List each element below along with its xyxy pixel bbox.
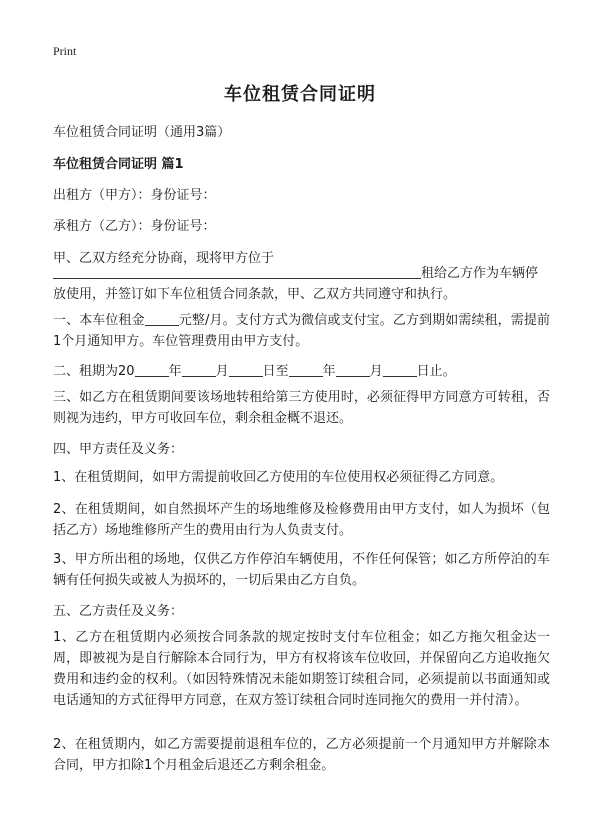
clause-1	[53, 310, 550, 352]
intro-line: 甲、乙双方经充分协商，现将甲方位于	[53, 251, 275, 266]
clause-1-rest: 元整/月。支付方式为微信或支付宝。乙方到期如需续租，需提前1个月通知甲方。车位管理费用由甲方支付。	[53, 313, 550, 349]
end-day-blank	[383, 362, 417, 377]
start-day-blank	[229, 362, 263, 377]
end-day-label: 日止。	[416, 364, 456, 379]
lessor-line: 出租方（甲方）：身份证号：	[53, 188, 216, 203]
intro-continuation: 放使用，并签订如下车位租赁合同条款，甲、乙双方共同遵守和执行。	[53, 287, 457, 302]
end-year-blank	[289, 362, 323, 377]
day-to-label: 日至	[262, 364, 289, 379]
month-label: 月	[215, 364, 229, 379]
clause-5-heading: 五、乙方责任及义务：	[53, 604, 184, 619]
end-month-label: 月	[369, 364, 383, 379]
intro-blank-line	[53, 262, 548, 281]
end-year-label: 年	[322, 364, 336, 379]
document-subtitle: 车位租赁合同证明（通用3篇）	[53, 125, 231, 140]
clause-4-item: 2、在租赁期间，如自然损坏产生的场地维修及检修费用由甲方支付，如人为损坏（包括乙方）场地维修所产生的费用由行为人负责支付。	[53, 502, 550, 538]
clause-5-item: 2、在租赁期内，如乙方需要提前退租车位的，乙方必须提前一个月通知甲方并解除本合同，甲方扣除1个月租金后退还乙方剩余租金。	[53, 737, 550, 773]
clause-4-item: 1、在租赁期间，如甲方需提前收回乙方使用的车位使用权必须征得乙方同意。	[53, 470, 504, 485]
end-month-blank	[336, 362, 370, 377]
clause-3: 三、如乙方在租赁期间要该场地转租给第三方使用时，必须征得甲方同意方可转租，否则视为违约，甲方可收回车位，剩余租金概不退还。	[53, 390, 550, 426]
print-link[interactable]: Print	[53, 44, 77, 58]
section-heading: 车位租赁合同证明 篇1	[53, 157, 184, 172]
clause-2	[53, 360, 548, 379]
clause-4-heading: 四、甲方责任及义务：	[53, 442, 184, 457]
intro-after-blank: 租给乙方作为车辆停	[421, 266, 539, 281]
clause-1-start: 一、本车位租金	[53, 313, 145, 328]
lessee-line: 承租方（乙方）：身份证号：	[53, 219, 216, 234]
clause-4-item: 3、甲方所出租的场地，仅供乙方作停泊车辆使用，不作任何保管；如乙方所停泊的车辆有任何损失或被人为损坏的，一切后果由乙方自负。	[53, 552, 550, 588]
year-label: 年	[168, 364, 182, 379]
rent-blank	[145, 311, 179, 326]
document-title: 车位租赁合同证明	[224, 84, 376, 105]
location-blank	[53, 264, 421, 279]
clause-2-prefix: 二、租期为20	[53, 364, 135, 379]
clause-5-item: 1、乙方在租赁期内必须按合同条款的规定按时支付车位租金；如乙方拖欠租金达一周，即被视为是自行解除本合同行为，甲方有权将该车位收回，并保留向乙方追收拖欠费用和违约金的权利。（如因特殊情况未能如期签订续租合同，必须提前以书面通知或电话通知的方式征得甲方同意，在双方签订续租合同时连同拖欠的费用一并付清）。	[53, 630, 550, 708]
start-year-blank	[135, 362, 169, 377]
start-month-blank	[182, 362, 216, 377]
